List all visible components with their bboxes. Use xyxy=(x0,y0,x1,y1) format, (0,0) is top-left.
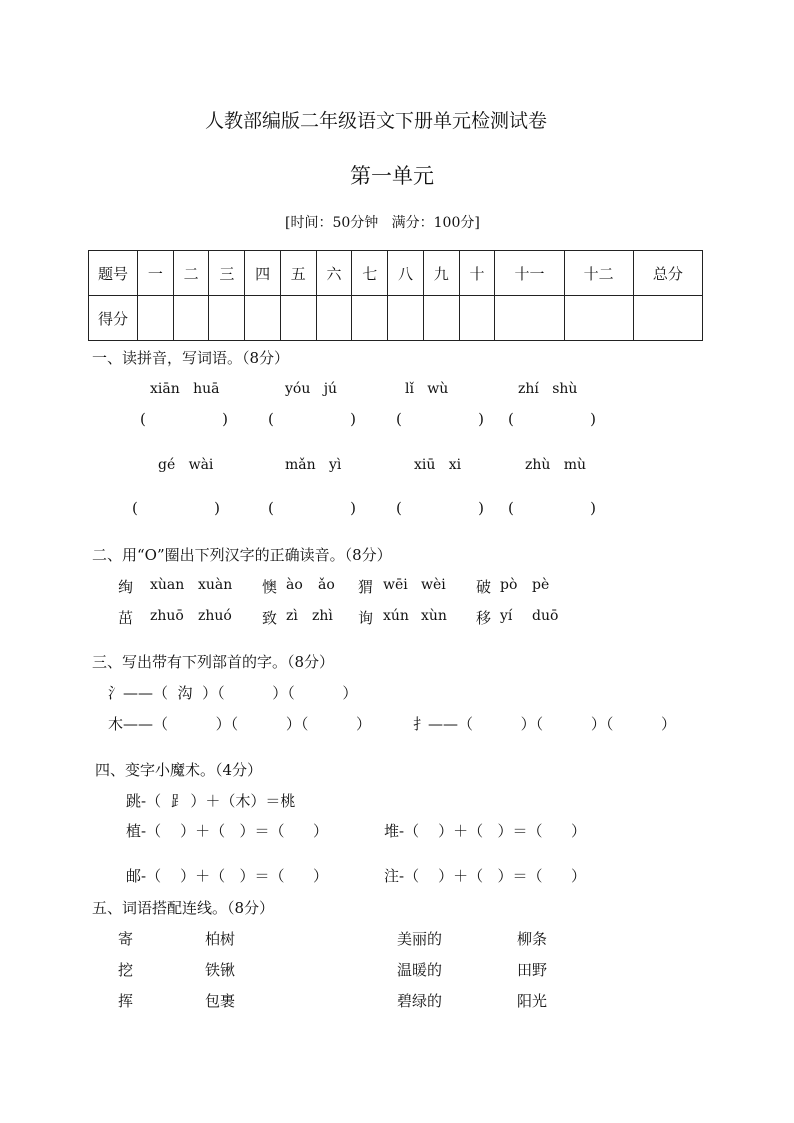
answer-blank[interactable]: ( ) xyxy=(396,410,484,428)
radical-line[interactable]: 氵——（ 沟 ）（ ）（ ） xyxy=(108,684,358,702)
answer-blank[interactable]: ( ) xyxy=(508,499,596,517)
table-cell: 得分 xyxy=(89,296,138,341)
score-cell[interactable] xyxy=(388,296,424,341)
section-1-title: 一、读拼音，写词语。（8分） xyxy=(92,349,290,367)
pinyin-option[interactable]: pè xyxy=(532,577,550,593)
hanzi: 移 xyxy=(476,609,492,627)
match-word[interactable]: 美丽的 xyxy=(397,930,443,948)
score-cell[interactable] xyxy=(138,296,174,341)
score-cell[interactable] xyxy=(316,296,352,341)
answer-blank[interactable]: ( ) xyxy=(268,499,356,517)
pinyin-option[interactable]: zì xyxy=(286,608,298,624)
section-3-title: 三、写出带有下列部首的字。（8分） xyxy=(92,653,335,671)
pinyin-option[interactable]: zhuō xyxy=(150,608,184,624)
pinyin-option[interactable]: ào xyxy=(286,577,303,593)
match-word[interactable]: 寄 xyxy=(118,930,134,948)
table-cell: 四 xyxy=(245,251,281,296)
score-cell[interactable] xyxy=(459,296,495,341)
match-word[interactable]: 温暖的 xyxy=(397,961,443,979)
pinyin-option[interactable]: xún xyxy=(383,608,409,624)
table-cell: 六 xyxy=(316,251,352,296)
word-magic-item[interactable]: 堆-（ ）＋（ ）＝（ ） xyxy=(384,822,587,840)
time-info: [时间：50分钟 满分：100分] xyxy=(285,215,480,231)
score-cell[interactable] xyxy=(423,296,459,341)
example-line: 跳-（ ⻊ ）＋（木）＝桃 xyxy=(126,792,296,810)
pinyin-option[interactable]: wèi xyxy=(421,577,446,593)
pinyin: gé wài xyxy=(158,457,214,473)
table-cell: 十 xyxy=(459,251,495,296)
table-cell: 题号 xyxy=(89,251,138,296)
table-cell: 十二 xyxy=(564,251,633,296)
match-word[interactable]: 碧绿的 xyxy=(397,992,443,1010)
table-cell: 十一 xyxy=(495,251,564,296)
exam-title: 人教部编版二年级语文下册单元检测试卷 xyxy=(205,110,548,132)
hanzi: 猬 xyxy=(358,578,374,596)
score-cell[interactable] xyxy=(352,296,388,341)
match-word[interactable]: 挥 xyxy=(118,992,134,1010)
pinyin-option[interactable]: zhuó xyxy=(198,608,232,624)
pinyin-option[interactable]: duō xyxy=(532,608,559,624)
match-word[interactable]: 柳条 xyxy=(517,930,548,948)
answer-blank[interactable]: ( ) xyxy=(140,410,228,428)
pinyin: zhù mù xyxy=(525,457,587,473)
section-5-title: 五、词语搭配连线。（8分） xyxy=(92,899,275,917)
table-cell: 总分 xyxy=(633,251,702,296)
radical-line[interactable]: 扌——（ ）（ ）（ ） xyxy=(413,715,677,733)
pinyin-option[interactable]: zhì xyxy=(312,608,333,624)
match-word[interactable]: 阳光 xyxy=(517,992,548,1010)
pinyin: lǐ wù xyxy=(405,381,449,397)
pinyin: xiān huā xyxy=(150,381,220,397)
radical-line[interactable]: 木——（ ）（ ）（ ） xyxy=(108,715,372,733)
pinyin-option[interactable]: ǎo xyxy=(318,577,335,593)
word-magic-item[interactable]: 邮-（ ）＋（ ）＝（ ） xyxy=(126,867,329,885)
hanzi: 茁 xyxy=(118,609,134,627)
section-2-title: 二、用“O”圈出下列汉字的正确读音。（8分） xyxy=(92,546,392,564)
table-cell: 五 xyxy=(280,251,316,296)
score-cell[interactable] xyxy=(495,296,564,341)
match-word[interactable]: 柏树 xyxy=(205,930,236,948)
hanzi: 破 xyxy=(476,578,492,596)
hanzi: 致 xyxy=(262,609,278,627)
table-cell: 三 xyxy=(209,251,245,296)
table-cell: 八 xyxy=(388,251,424,296)
score-cell[interactable] xyxy=(245,296,281,341)
pinyin: xiū xi xyxy=(414,457,462,473)
score-table-score-row xyxy=(89,296,703,341)
score-cell[interactable] xyxy=(280,296,316,341)
word-magic-item[interactable]: 注-（ ）＋（ ）＝（ ） xyxy=(384,867,587,885)
hanzi: 懊 xyxy=(262,578,278,596)
answer-blank[interactable]: ( ) xyxy=(396,499,484,517)
pinyin: zhí shù xyxy=(518,381,578,397)
table-cell: 七 xyxy=(352,251,388,296)
pinyin-option[interactable]: xùan xyxy=(150,577,185,593)
word-magic-item[interactable]: 植-（ ）＋（ ）＝（ ） xyxy=(126,822,329,840)
table-cell: 九 xyxy=(423,251,459,296)
score-table xyxy=(88,250,703,341)
unit-title: 第一单元 xyxy=(350,164,434,188)
section-4-title: 四、变字小魔术。（4分） xyxy=(95,761,263,779)
pinyin: yóu jú xyxy=(285,381,338,397)
pinyin-option[interactable]: pò xyxy=(500,577,518,593)
score-cell[interactable] xyxy=(564,296,633,341)
hanzi: 绚 xyxy=(118,578,134,596)
pinyin: mǎn yì xyxy=(285,457,342,473)
pinyin-option[interactable]: yí xyxy=(500,608,513,624)
match-word[interactable]: 挖 xyxy=(118,961,134,979)
match-word[interactable]: 铁锹 xyxy=(205,961,236,979)
pinyin-option[interactable]: xuàn xyxy=(198,577,233,593)
answer-blank[interactable]: ( ) xyxy=(132,499,220,517)
match-word[interactable]: 包裹 xyxy=(205,992,236,1010)
pinyin-option[interactable]: wēi xyxy=(383,577,408,593)
hanzi: 询 xyxy=(358,609,374,627)
table-cell: 二 xyxy=(173,251,209,296)
answer-blank[interactable]: ( ) xyxy=(508,410,596,428)
pinyin-option[interactable]: xùn xyxy=(421,608,447,624)
answer-blank[interactable]: ( ) xyxy=(268,410,356,428)
match-word[interactable]: 田野 xyxy=(517,961,548,979)
table-cell: 一 xyxy=(138,251,174,296)
score-table-header-row xyxy=(89,251,703,296)
score-cell[interactable] xyxy=(209,296,245,341)
score-cell[interactable] xyxy=(173,296,209,341)
score-cell[interactable] xyxy=(633,296,702,341)
